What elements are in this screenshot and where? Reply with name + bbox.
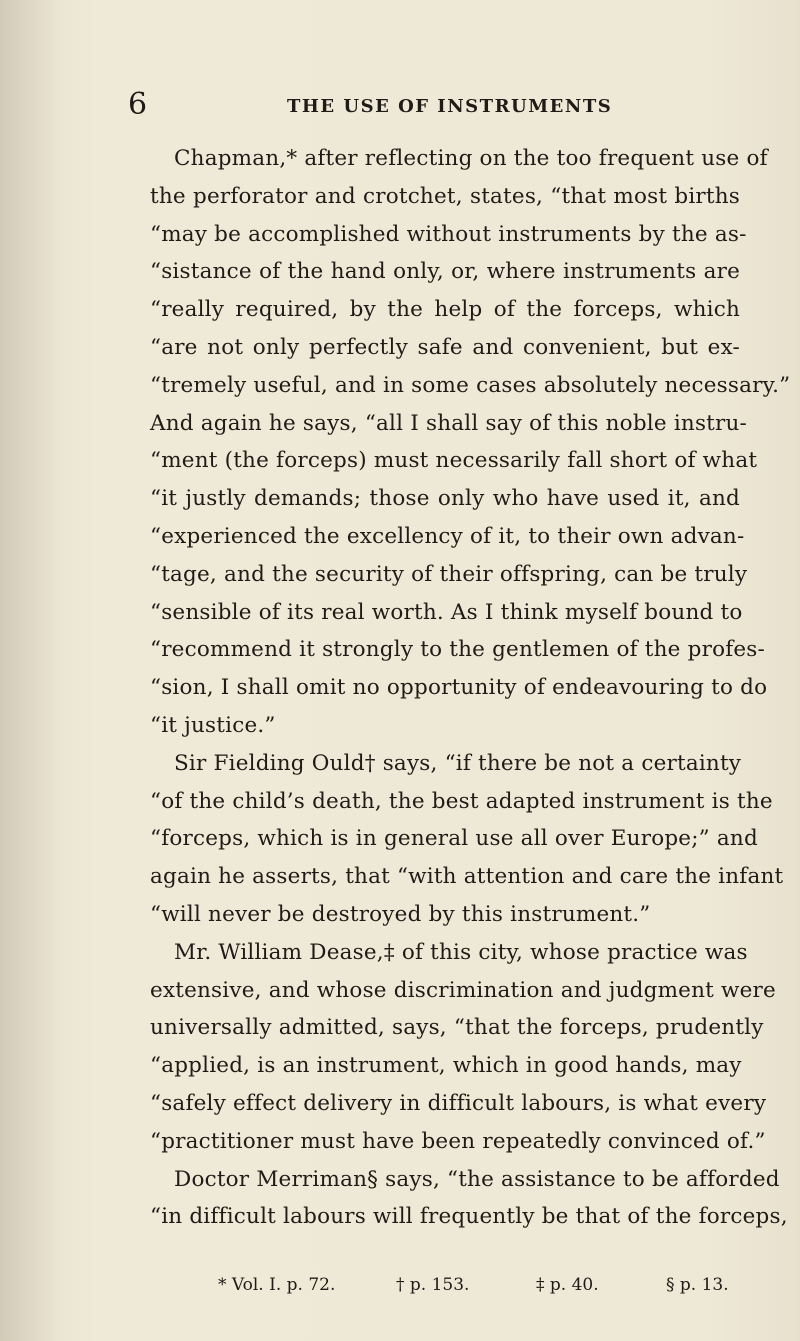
- text-line: “may be accomplished without instruments by the as-: [150, 221, 747, 247]
- footnotes: [218, 1275, 738, 1303]
- text-line: “ment (the forceps) must necessarily fall short of what: [150, 448, 758, 474]
- text-line: the perforator and crotchet, states, “that most births: [150, 183, 740, 209]
- page-header: [128, 88, 648, 128]
- text-line: “will never be destroyed by this instrument.”: [150, 901, 651, 927]
- text-line: Chapman,* after reflecting on the too frequent use of: [174, 146, 768, 171]
- running-head: THE USE OF INSTRUMENTS: [287, 96, 613, 117]
- text-line: Mr. William Dease,‡ of this city, whose practice was: [174, 939, 748, 965]
- text-line: “recommend it strongly to the gentlemen of the profes-: [150, 637, 766, 663]
- text-line: “it justice.”: [150, 712, 276, 738]
- text-line: “in difficult labours will frequently be that of the forceps,: [150, 1204, 788, 1230]
- text-line: “tremely useful, and in some cases absolutely necessary.”: [150, 372, 791, 398]
- text-line: “practitioner must have been repeatedly convinced of.”: [150, 1128, 766, 1154]
- page-edge-shadow: [0, 0, 60, 1341]
- text-line: “forceps, which is in general use all over Europe;” and: [150, 826, 758, 852]
- footnote: * Vol. I. p. 72.: [218, 1275, 336, 1295]
- text-line: universally admitted, says, “that the forceps, prudently: [150, 1015, 764, 1041]
- footnote: ‡ p. 40.: [536, 1275, 599, 1295]
- text-line: And again he says, “all I shall say of this noble instru-: [150, 410, 748, 436]
- body-text: [150, 140, 791, 1236]
- text-line: “safely effect delivery in difficult labours, is what every: [150, 1090, 767, 1116]
- text-line: again he asserts, that “with attention and care the infant: [150, 864, 784, 890]
- text-line: “experienced the excellency of it, to their own advan-: [150, 523, 745, 549]
- footnote: § p. 13.: [666, 1275, 729, 1295]
- text-line: “of the child’s death, the best adapted instrument is the: [150, 788, 773, 814]
- text-line: “sensible of its real worth. As I think myself bound to: [150, 599, 743, 625]
- text-line: “applied, is an instrument, which in good hands, may: [150, 1053, 742, 1079]
- text-line: “really required, by the help of the forceps, which: [150, 297, 740, 323]
- text-line: Doctor Merriman§ says, “the assistance to be afforded: [174, 1166, 780, 1192]
- text-line: “sistance of the hand only, or, where instruments are: [150, 259, 740, 285]
- footnote: † p. 153.: [396, 1275, 470, 1295]
- text-line: “are not only perfectly safe and convenient, but ex-: [150, 334, 740, 360]
- text-line: “sion, I shall omit no opportunity of endeavouring to do: [150, 675, 768, 701]
- text-line: “tage, and the security of their offspring, can be truly: [150, 561, 748, 587]
- text-line: extensive, and whose discrimination and judgment were: [150, 977, 776, 1003]
- page-number: 6: [128, 87, 148, 122]
- text-line: “it justly demands; those only who have used it, and: [150, 486, 740, 512]
- text-line: Sir Fielding Ould† says, “if there be not a certainty: [174, 750, 742, 776]
